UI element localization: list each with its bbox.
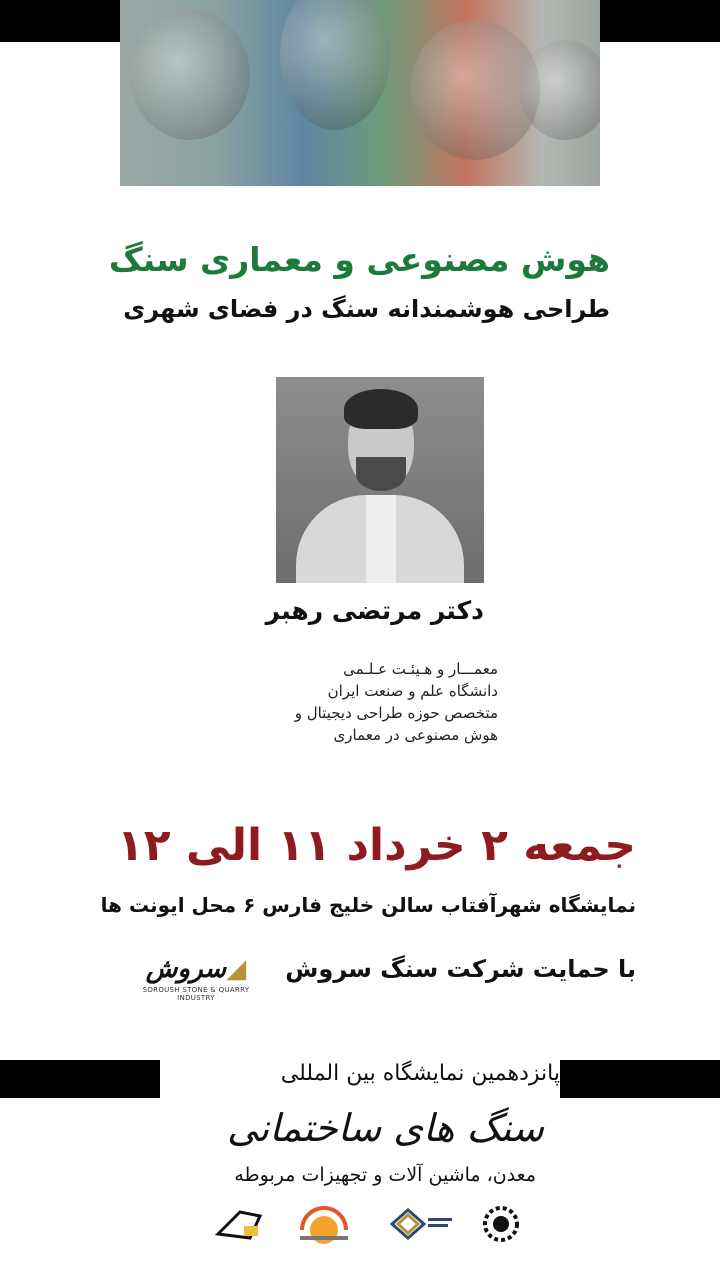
bio-line: هوش مصنوعی در معماری <box>333 726 498 744</box>
event-title: هوش مصنوعی و معماری سنگ <box>108 240 610 279</box>
exhibition-line: پانزدهمین نمایشگاه بین المللی <box>280 1061 560 1086</box>
exhibition-name: سنگ های ساختمانی <box>226 1106 544 1150</box>
event-subtitle: طراحی هوشمندانه سنگ در فضای شهری <box>123 295 610 323</box>
sponsor-logo-mark: ◢سروش <box>145 954 247 984</box>
exhibition-tagline: معدن، ماشین آلات و تجهیزات مربوطه <box>234 1164 536 1186</box>
bio-line: معمـــار و هـیئـت عـلـمی <box>343 660 498 678</box>
bio-line: دانشگاه علم و صنعت ایران <box>327 682 498 700</box>
event-venue: نمایشگاه شهرآفتاب سالن خلیج فارس ۶ محل ایونت ها <box>100 893 636 917</box>
speaker-name: دکتر مرتضی رهبر <box>265 596 484 625</box>
sponsor-logo-caption: SOROUSH STONE & QUARRY INDUSTRY <box>142 986 250 1002</box>
stone-relief-image <box>120 0 600 186</box>
sponsor-text: با حمایت شرکت سنگ سروش <box>285 955 636 983</box>
expo-number-logo <box>210 1204 266 1244</box>
iran-stone-association-logo <box>388 1204 456 1244</box>
sun-logo <box>292 1204 356 1244</box>
speaker-photo <box>276 377 484 583</box>
sponsor-logo <box>124 952 268 1004</box>
speaker-bio <box>178 658 498 746</box>
event-date: جمعه ۲ خرداد ۱۱ الی ۱۲ <box>116 820 636 871</box>
partner-logos <box>210 1200 540 1250</box>
bio-line: متخصص حوزه طراحی دیجیتال و <box>294 704 498 722</box>
gear-emblem-logo <box>474 1204 528 1244</box>
